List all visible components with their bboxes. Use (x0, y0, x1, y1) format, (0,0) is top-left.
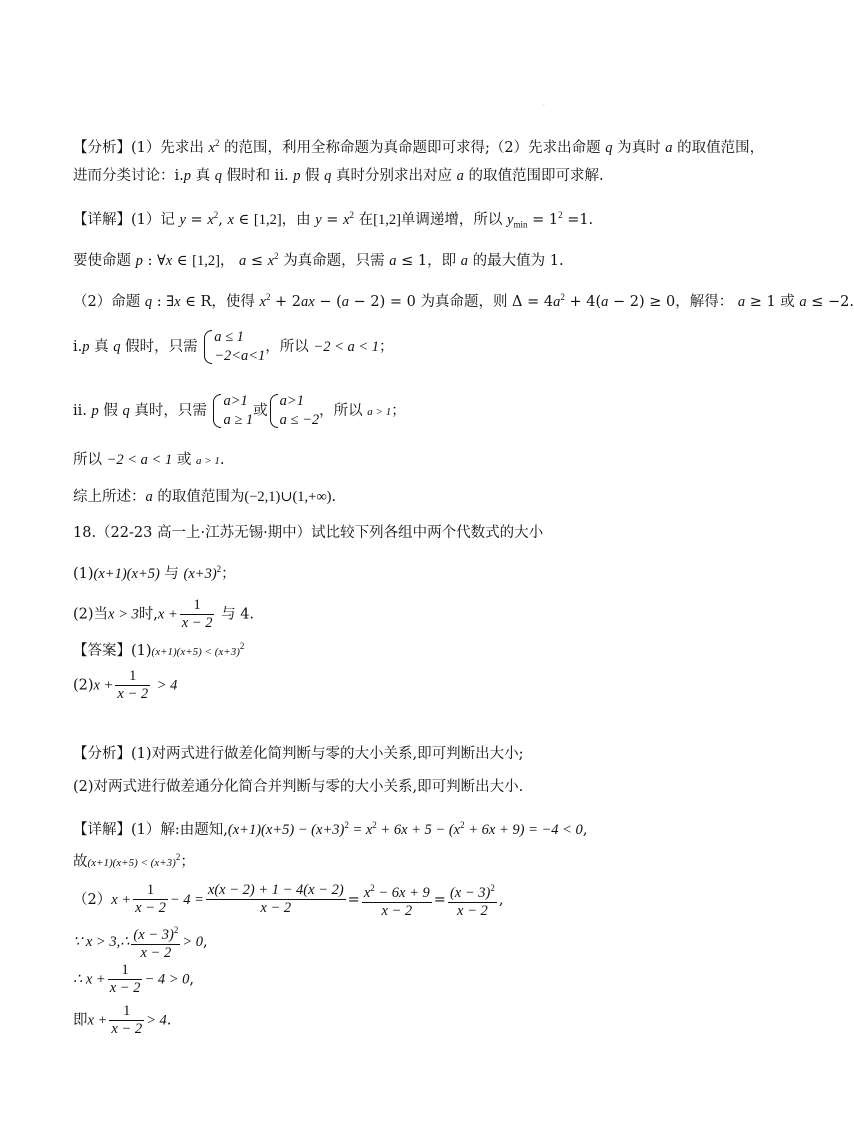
detail2-line2: 故$(x+1)(x+5) < (x+3)^2$； (73, 852, 195, 870)
line-q: （2）命题 q : ∃x ∈ R，使得 $x^2 + 2ax - (a - 2) = 0$ 为真命题，则 $\Delta = 4a^2 + 4(a - 2) \ge 0$，解得： a ≥ 1 或 a ≤ −2. (73, 292, 854, 310)
case1: i.p 真 q 假时，只需 a ≤ 1 −2<a<1 ，所以 −2 < a < 1； (73, 329, 394, 364)
detail-tag: 【详解】 (73, 821, 131, 838)
case2-brace-2: a>1 a ≤ −2 (268, 392, 320, 430)
detail1-line: 【详解】(1）记 $y = x^2$, x ∈ [1,2]，由 $y = x^2$ 在[1,2]单调递增，所以 $y_{min} = 1^2 =1$. (73, 210, 594, 230)
answer-tag: 【答案】 (73, 642, 131, 659)
fraction: $\frac{(x - 3)^2}{x - 2}$ (448, 880, 497, 920)
analysis1-line1: 【分析】(1）先求出 $x^2$ 的范围，利用全称命题为真命题即可求得;（2）先求出命题 q 为真时 a 的取值范围， (73, 138, 765, 156)
fraction: $\frac{1}{x - 2}$ (111, 1003, 143, 1037)
summary: 综上所述：a 的取值范围为(−2,1)∪(1,+∞). (73, 489, 337, 505)
fraction: $\frac{x^2 - 6x + 9}{x - 2}$ (362, 880, 432, 920)
step4: ∴ x + $\frac{1}{x - 2}$ − 4 > 0, (73, 962, 194, 996)
result1: 所以 −2 < a < 1 或 a > 1. (73, 452, 225, 468)
case2-brace-1: a>1 a ≥ 1 (211, 392, 253, 430)
answer-line1: 【答案】$(1)(x+1)(x+5) < (x+3)^2$ (73, 641, 245, 659)
analysis2-line1: 【分析】(1)对两式进行做差化简判断与零的大小关系,即可判断出大小; (73, 746, 524, 762)
analysis2-line2: (2)对两式进行做差通分化简合并判断与零的大小关系,即可判断出大小. (73, 779, 524, 795)
page-marker: . (543, 100, 545, 107)
line-p: 要使命题 p : ∀x ∈ [1,2]， $a \le x^2$ 为真命题，只需 a ≤ 1，即 a 的最大值为 1. (73, 251, 564, 269)
step2: （2）x + $\frac{1}{x - 2}$ − 4 = $\frac{x(x - 2) + 1 - 4(x - 2)}{x - 2}$ = $\frac{x^2 - 6x + 9}{x - 2}$ = $\frac{(x - 3)^2}{x - 2}$ , (73, 880, 503, 920)
fraction: $\frac{1}{x - 2}$ (109, 962, 141, 996)
detail2-line1: 【详解】(1）解:由题知$,(x+1)(x+5) - (x+3)^2 = x^2 + 6x + 5 - (x^2 + 6x + 9) = -4 < 0$, (73, 820, 588, 838)
fraction: $\frac{1}{x - 2}$ (117, 668, 149, 702)
analysis1-line2: 进而分类讨论：i.p 真 q 假时和 ii. p 假 q 真时分别求出对应 a 的取值范围即可求解. (73, 168, 604, 184)
step3: ∵ x > 3,∴ $\frac{(x - 3)^2}{x - 2}$ > 0, (73, 922, 208, 962)
fraction: $\frac{1}{x - 2}$ (181, 597, 213, 631)
fraction: $\frac{x(x - 2) + 1 - 4(x - 2)}{x - 2}$ (207, 882, 344, 917)
fraction: $\frac{1}{x - 2}$ (135, 882, 166, 917)
analysis-tag: 【分析】 (73, 746, 131, 762)
step5: 即x + $\frac{1}{x - 2}$ > 4. (73, 1003, 172, 1037)
question-18-part2: (2)当x > 3时,x + $\frac{1}{x - 2}$ 与 4. (73, 597, 255, 631)
fraction: $\frac{(x - 3)^2}{x - 2}$ (131, 922, 180, 962)
case2: ii. p 假 q 真时，只需 a>1 a ≥ 1 或 a>1 a ≤ −2 ，所以 a > 1； (73, 393, 406, 428)
detail-tag: 【详解】 (73, 211, 131, 228)
question-18-header: 18.（22-23 高一上·江苏无锡·期中）试比较下列各组中两个代数式的大小 (73, 525, 544, 541)
analysis-tag: 【分析】 (73, 139, 131, 156)
question-18-part1: (1)(x+1)(x+5) 与 $(x+3)^2$； (73, 564, 236, 582)
answer-line2: (2)x + $\frac{1}{x - 2}$ > 4 (73, 668, 178, 702)
case1-brace: a ≤ 1 −2<a<1 (202, 328, 265, 366)
